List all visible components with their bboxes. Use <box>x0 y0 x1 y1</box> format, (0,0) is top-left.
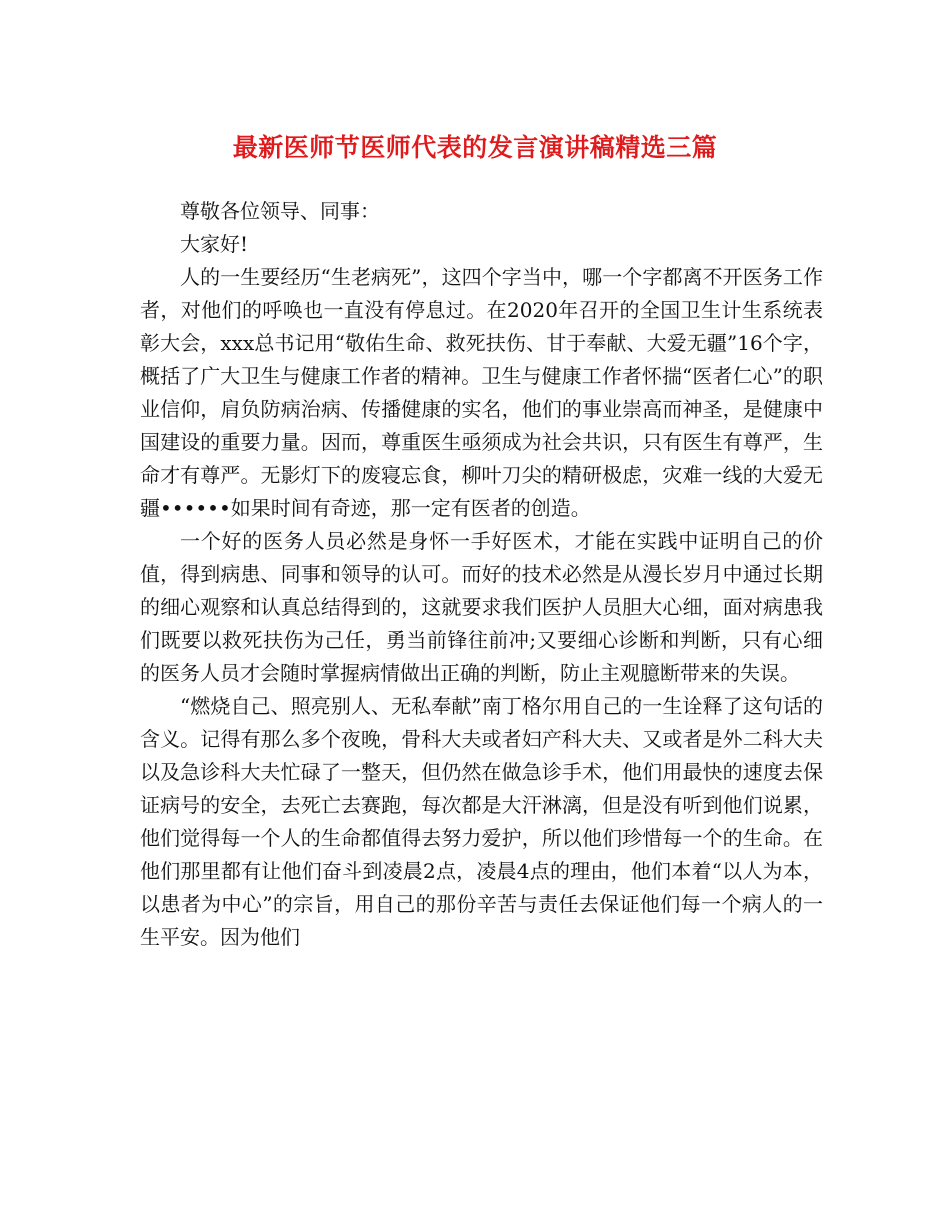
paragraph-dedication: “燃烧自己、照亮别人、无私奉献”南丁格尔用自己的一生诠释了这句话的含义。记得有那么多个夜晚，骨科大夫或者妇产科大夫、又或者是外二科大夫以及急诊科大夫忙碌了一整天，但仍然在做急诊手术，他们用最快的速度去保证病号的安全，去死亡去赛跑，每次都是大汗淋漓，但是没有听到他们说累，他们觉得每一个人的生命都值得去努力爱护，所以他们珍惜每一个的生命。在他们那里都有让他们奋斗到凌晨2点，凌晨4点的理由，他们本着“以人为本，以患者为中心”的宗旨，用自己的那份辛苦与责任去保证他们每一个病人的一生平安。因为他们 <box>140 694 823 949</box>
paragraph-greeting: 尊敬各位领导、同事： <box>180 199 380 223</box>
document-body <box>140 195 823 954</box>
document-title: 最新医师节医师代表的发言演讲稿精选三篇 <box>232 133 718 162</box>
paragraph-skills: 一个好的医务人员必然是身怀一手好医术，才能在实践中证明自己的价值，得到病患、同事和领导的认可。而好的技术必然是从漫长岁月中通过长期的细心观察和认真总结得到的，这就要求我们医护人员胆大心细，面对病患我们既要以救死扶伤为己任，勇当前锋往前冲;又要细心诊断和判断，只有心细的医务人员才会随时掌握病情做出正确的判断，防止主观臆断带来的失误。 <box>140 529 823 685</box>
paragraph-salutation: 大家好! <box>180 232 249 256</box>
paragraph-intro: 人的一生要经历“生老病死”，这四个字当中，哪一个字都离不开医务工作者，对他们的呼唤也一直没有停息过。在2020年召开的全国卫生计生系统表彰大会，xxx总书记用“敬佑生命、救死扶伤、甘于奉献、大爱无疆”16个字，概括了广大卫生与健康工作者的精神。卫生与健康工作者怀揣“医者仁心”的职业信仰，肩负防病治病、传播健康的实名，他们的事业崇高而神圣，是健康中国建设的重要力量。因而，尊重医生亟须成为社会共识，只有医生有尊严，生命才有尊严。无影灯下的废寝忘食，柳叶刀尖的精研极虑，灾难一线的大爱无疆••••••如果时间有奇迹，那一定有医者的创造。 <box>140 265 823 520</box>
